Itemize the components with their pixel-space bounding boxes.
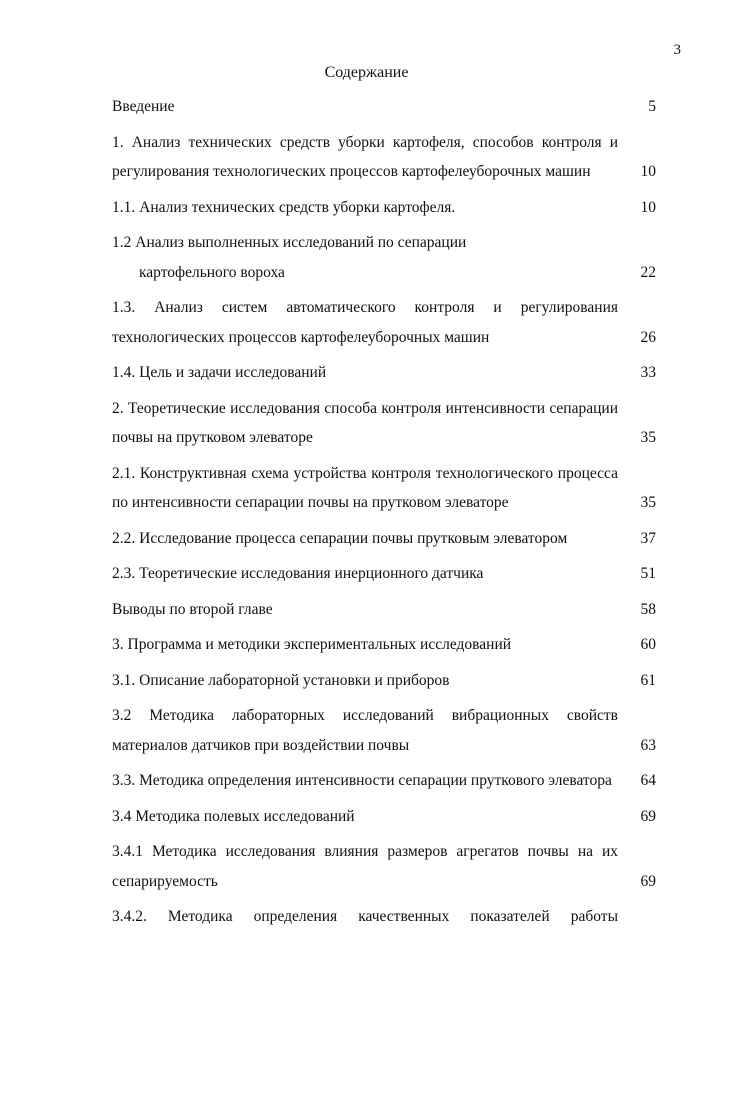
toc-entry-text: Выводы по второй главе: [112, 600, 273, 618]
toc-entry-2-3: [112, 559, 656, 589]
toc-entry-3-4-2: [112, 902, 656, 932]
toc-entry-1-1: [112, 193, 656, 223]
toc-entry-1-2: [112, 228, 656, 287]
table-of-contents: [112, 92, 656, 938]
toc-entry-page: 26: [640, 328, 656, 346]
toc-entry-chapter-1: [112, 128, 656, 187]
toc-entry-3-4: [112, 802, 656, 832]
toc-entry-page: 61: [640, 671, 656, 689]
toc-entry-page: 58: [640, 600, 656, 618]
toc-entry-text: 1.3. Анализ систем автоматического контроля и регулирования технологических процессов картофелеуборочных машин: [112, 299, 618, 346]
toc-entry-page: 33: [640, 364, 656, 381]
toc-entry-text: 2.2. Исследование процесса сепарации почвы прутковым элеватором: [112, 529, 568, 547]
toc-entry-1-4: [112, 358, 656, 388]
toc-entry-page: 10: [640, 163, 656, 180]
toc-entry-page: 63: [640, 736, 656, 754]
toc-entry-chapter-2: [112, 394, 656, 453]
toc-entry-page: 69: [640, 872, 656, 890]
toc-entry-text: 3.3. Методика определения интенсивности сепарации пруткового элеватора: [112, 772, 612, 789]
toc-entry-page: 5: [648, 98, 656, 115]
toc-entry-text: [112, 228, 618, 287]
toc-entry-page: 22: [640, 263, 656, 281]
toc-entry-page: 35: [640, 494, 656, 511]
toc-entry-text: 3.4.1 Методика исследования влияния размеров агрегатов почвы на их сепарируемость: [112, 843, 618, 890]
toc-entry-3-1: [112, 666, 656, 696]
toc-entry-introduction: [112, 92, 656, 122]
toc-entry-page: 35: [640, 429, 656, 446]
toc-entry-page: 10: [640, 198, 656, 216]
toc-entry-text-line2: картофельного вороха: [139, 263, 285, 281]
toc-entry-text: 1.1. Анализ технических средств уборки картофеля.: [112, 198, 456, 216]
toc-entry-page: 64: [640, 772, 656, 789]
toc-entry-text: 1.4. Цель и задачи исследований: [112, 364, 327, 381]
toc-entry-text: 2. Теоретические исследования способа контроля интенсивности сепарации почвы на прутковом элеваторе: [112, 399, 618, 446]
toc-entry-chapter-3: [112, 630, 656, 660]
toc-entry-text: 3.1. Описание лабораторной установки и приборов: [112, 671, 450, 689]
toc-entry-text: 1. Анализ технических средств уборки картофеля, способов контроля и регулирования технологических процессов картофелеуборочных машин: [112, 133, 618, 180]
toc-entry-1-3: [112, 293, 656, 352]
page-number: 3: [673, 42, 681, 58]
toc-entry-page: 69: [640, 807, 656, 825]
toc-entry-text: 2.3. Теоретические исследования инерционного датчика: [112, 565, 484, 582]
toc-entry-page: 37: [640, 529, 656, 547]
toc-entry-text: 2.1. Конструктивная схема устройства контроля технологического процесса по интенсивности сепарации почвы на прутковом элеваторе: [112, 464, 618, 511]
toc-entry-2-1: [112, 459, 656, 518]
toc-entry-page: 51: [640, 565, 656, 582]
toc-entry-3-3: [112, 766, 656, 796]
toc-entry-text: Введение: [112, 98, 175, 115]
toc-entry-text-line1: 1.2 Анализ выполненных исследований по сепарации: [112, 234, 467, 251]
toc-entry-3-4-1: [112, 837, 656, 896]
toc-entry-page: 60: [640, 636, 656, 653]
toc-entry-conclusions-2: [112, 595, 656, 625]
toc-entry-text: 3.2 Методика лабораторных исследований вибрационных свойств материалов датчиков при воздействии почвы: [112, 707, 618, 754]
toc-entry-2-2: [112, 524, 656, 554]
toc-title: Содержание: [324, 64, 409, 81]
toc-entry-text: 3.4.2. Методика определения качественных показателей работы: [112, 908, 618, 925]
toc-entry-text: 3. Программа и методики экспериментальных исследований: [112, 636, 512, 653]
toc-entry-3-2: [112, 701, 656, 760]
toc-entry-text: 3.4 Методика полевых исследований: [112, 807, 355, 825]
